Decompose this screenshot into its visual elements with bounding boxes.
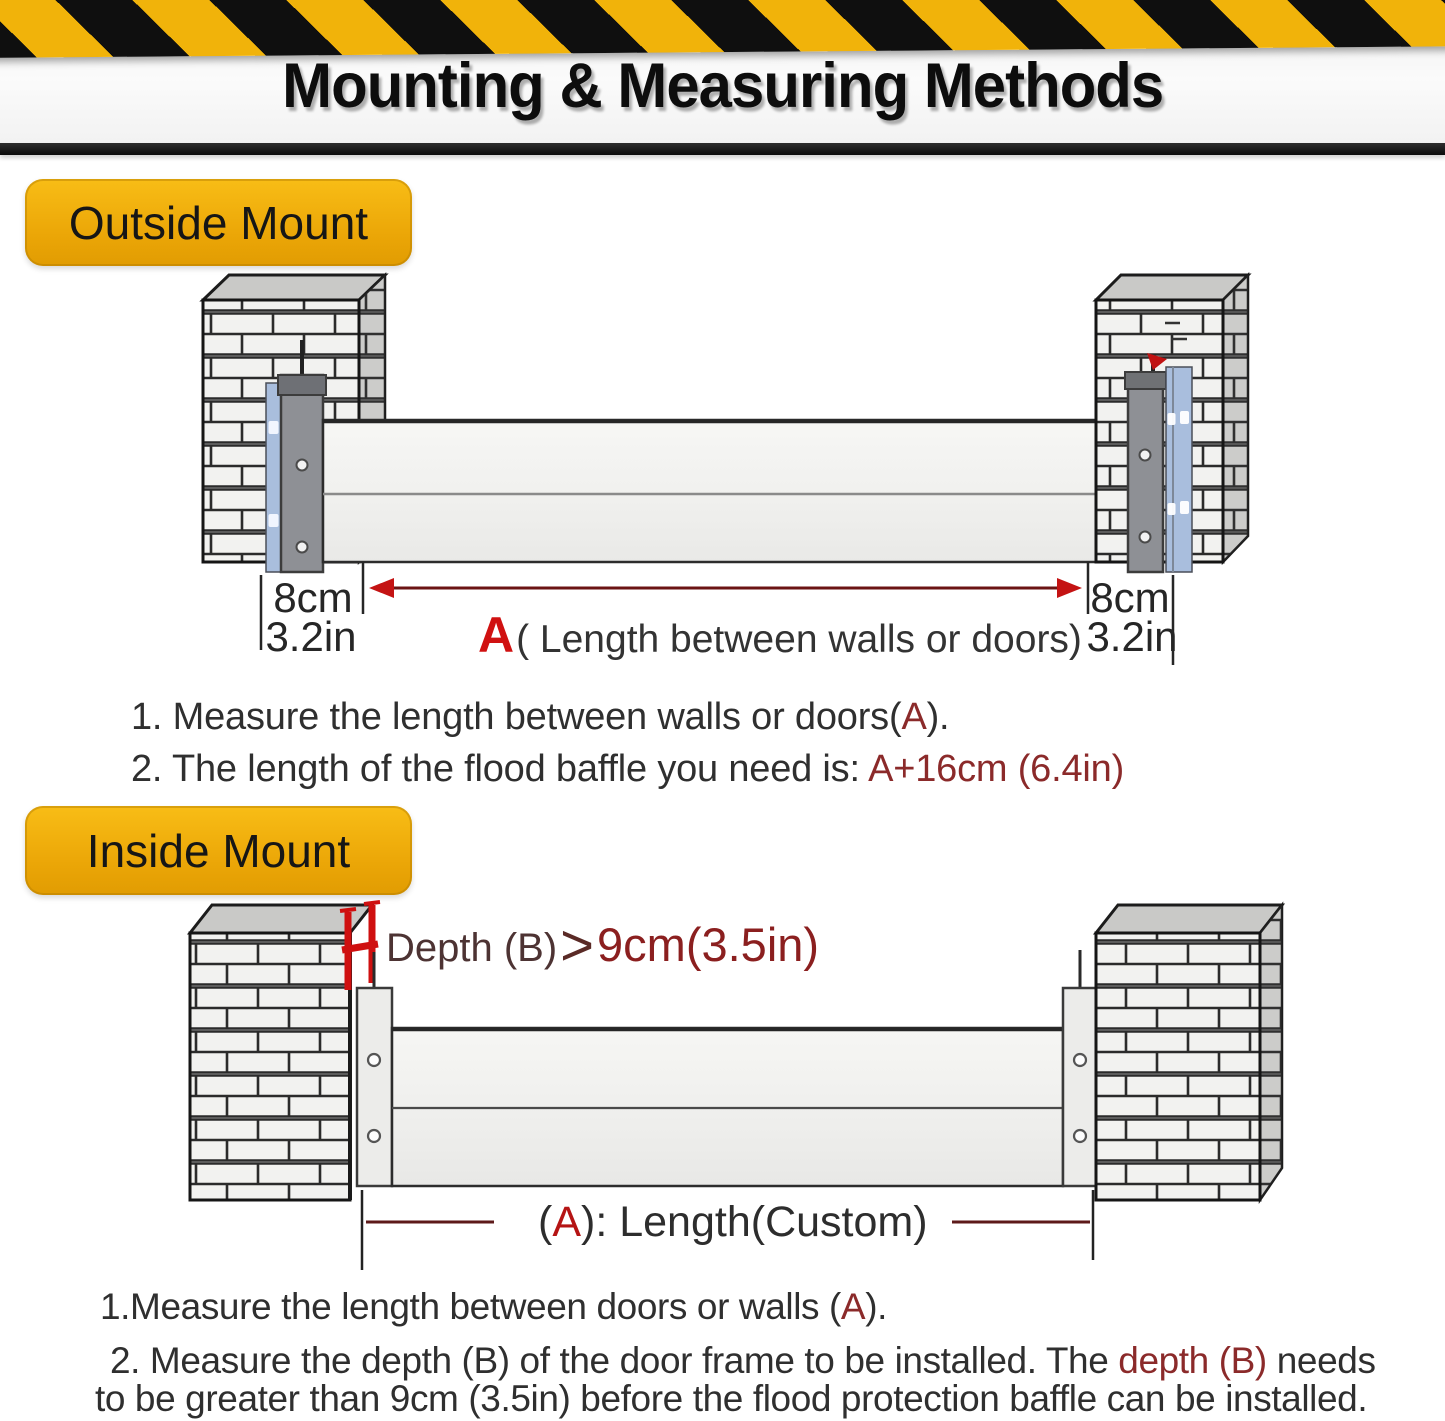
depth-value: 9cm(3.5in) (597, 918, 820, 971)
inside-mount-badge (25, 806, 412, 895)
outside-mount-badge-label: Outside Mount (68, 196, 369, 249)
inside-right-pillar (1096, 905, 1282, 1200)
screw-hole (1140, 450, 1151, 461)
outside-left-bracket (278, 375, 326, 572)
page-title-text: Mounting & Measuring Methods (281, 51, 1164, 121)
outside-dim-right-in: 3.2in (1086, 613, 1178, 660)
screw-hole (1140, 532, 1151, 543)
inside-length-label: (A): Length(Custom) (538, 1198, 928, 1246)
outside-step-1: 1. Measure the length between walls or doors(A). (131, 696, 950, 738)
title-band (0, 0, 1445, 143)
page-title (0, 50, 1445, 122)
outside-mount-badge (25, 179, 412, 266)
outside-dim-right-cm: 8cm (1090, 574, 1170, 621)
inside-right-bracket (1063, 950, 1096, 1186)
outside-flood-barrier (323, 420, 1139, 562)
inside-step-1: 1.Measure the length between doors or walls (A). (100, 1286, 888, 1327)
screw-hole (368, 1054, 380, 1066)
inside-mount-badge-label: Inside Mount (86, 824, 351, 877)
inside-flood-barrier (392, 1028, 1063, 1186)
arrow-head-right-icon (1057, 578, 1082, 598)
screw-hole (1074, 1054, 1086, 1066)
depth-name: Depth (B) (386, 926, 558, 970)
outside-span-label (478, 606, 1082, 664)
screw-hole (1074, 1130, 1086, 1142)
outside-left-seal-strip (266, 383, 282, 572)
greater-than-sign: > (560, 913, 595, 978)
outside-right-seal-strip (1166, 367, 1192, 572)
inside-step-2-line1: 2. Measure the depth (B) of the door frame to be installed. The depth (B) needs (110, 1340, 1376, 1381)
arrow-head-left-icon (369, 578, 394, 598)
screw-hole (297, 460, 308, 471)
depth-label (386, 908, 820, 978)
label-a-red: A (552, 1198, 582, 1246)
label-a-red: A (478, 607, 515, 663)
outside-step-2: 2. The length of the flood baffle you need is: A+16cm (6.4in) (131, 748, 1125, 790)
screw-hole (368, 1130, 380, 1142)
outside-dim-left-cm: 8cm (273, 574, 353, 621)
inside-step-2-line2: to be greater than 9cm (3.5in) before the flood protection baffle can be installed. (95, 1378, 1368, 1419)
screw-hole (297, 542, 308, 553)
inside-left-bracket (357, 952, 392, 1186)
outside-dim-left-in: 3.2in (265, 613, 357, 660)
label-a-rest: ( Length between walls or doors) (516, 618, 1082, 661)
outside-right-bracket (1125, 372, 1166, 572)
divider-bar (0, 143, 1445, 155)
